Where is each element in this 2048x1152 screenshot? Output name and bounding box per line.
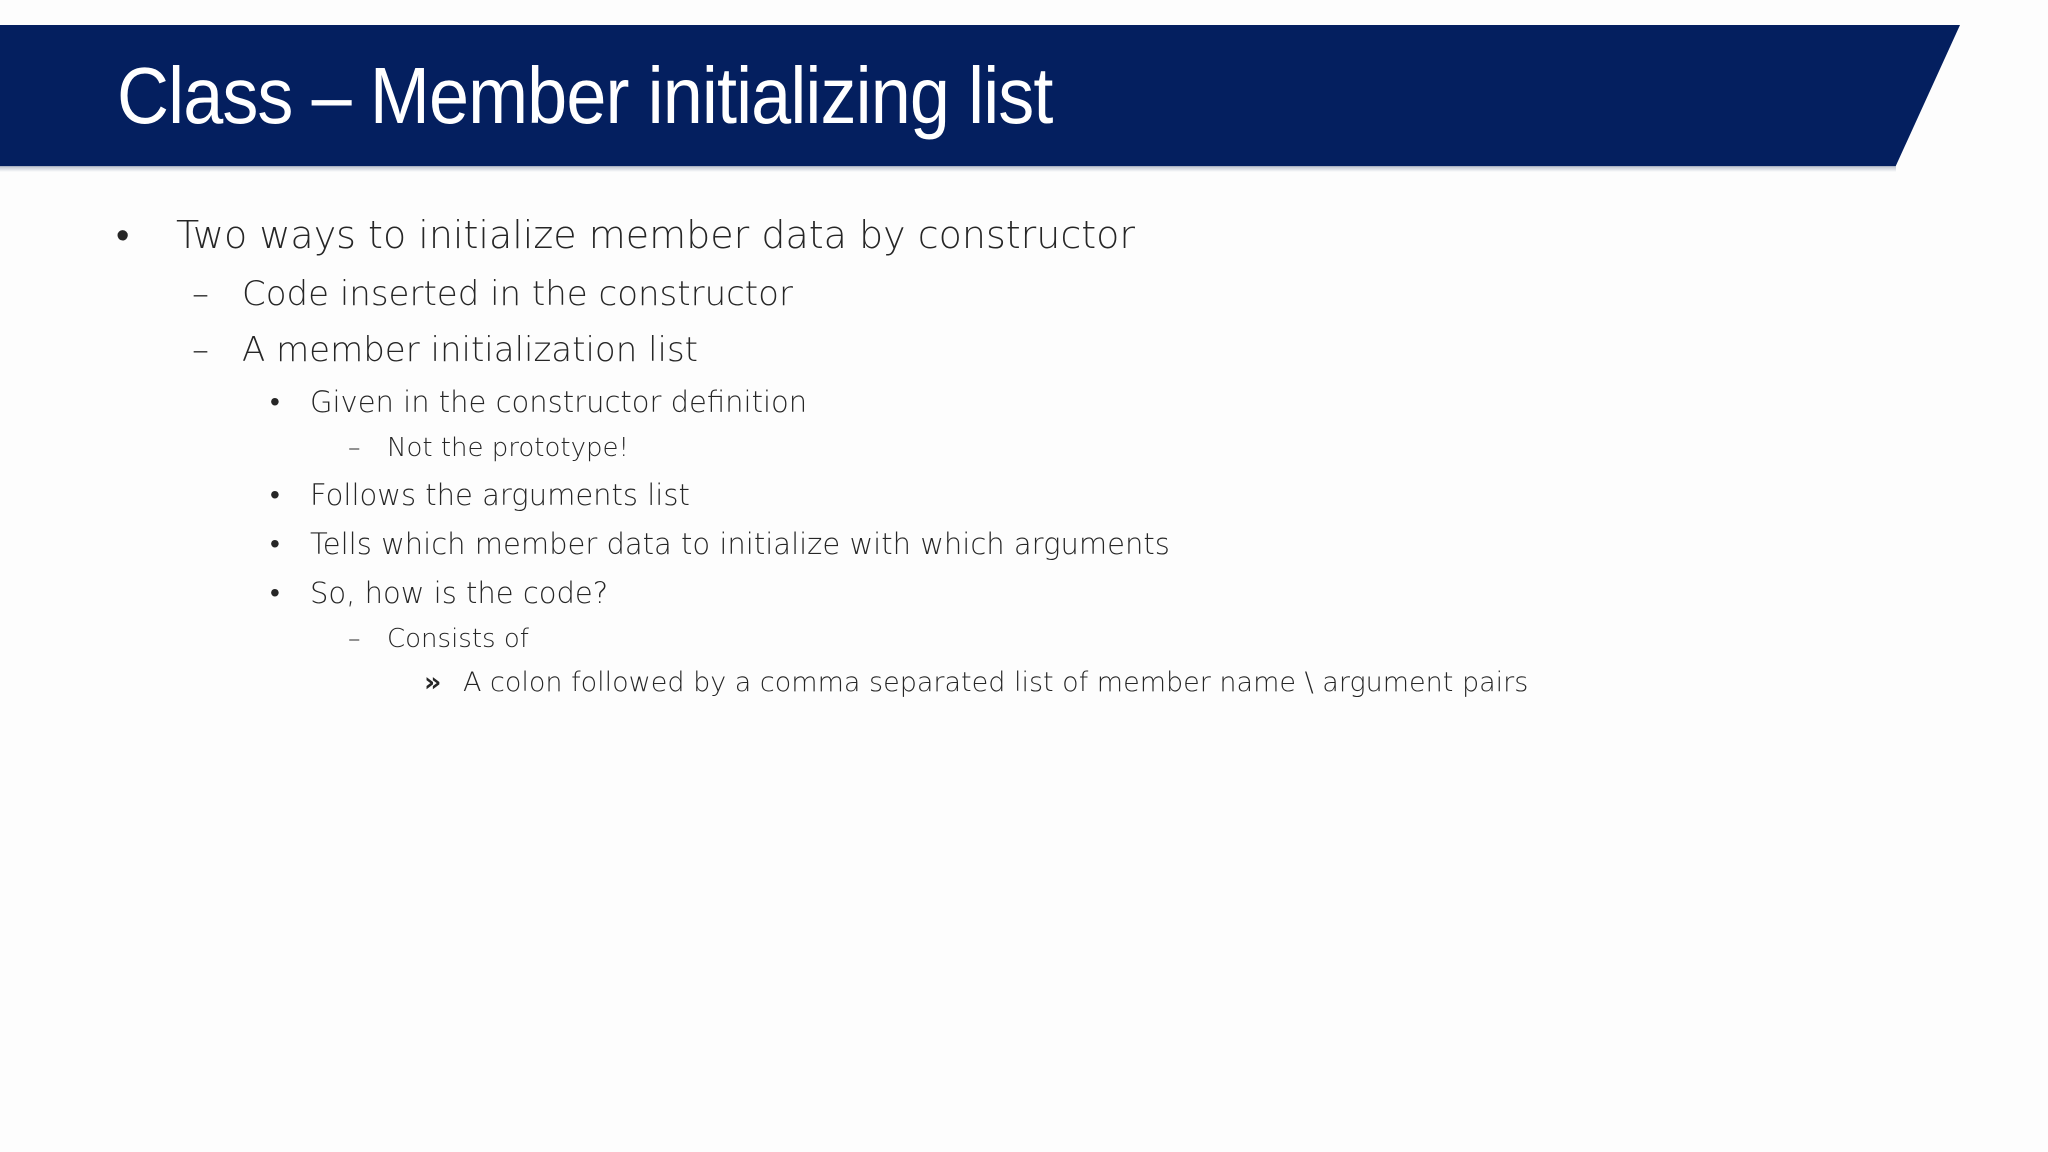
dash-marker: – — [192, 274, 209, 314]
slide-title: Class – Member initializing list — [117, 51, 1053, 140]
title-banner-shadow — [0, 166, 1896, 172]
list-item-text: Consists of — [387, 624, 529, 654]
dash-marker: – — [348, 433, 361, 462]
list-item-text: Two ways to initialize member data by constructor — [176, 213, 1136, 257]
list-item-text: Not the prototype! — [387, 433, 629, 463]
list-item-text: Given in the constructor definition — [310, 385, 808, 419]
dash-marker: – — [348, 624, 361, 653]
list-item-text: So, how is the code? — [310, 576, 609, 610]
list-item-text: A colon followed by a comma separated list of member name \ argument pairs — [463, 667, 1529, 698]
list-item-text: Code inserted in the constructor — [242, 274, 793, 314]
dash-marker: – — [192, 330, 209, 370]
bullet-marker: • — [270, 527, 280, 560]
list-item-text: Tells which member data to initialize with which arguments — [310, 527, 1170, 561]
bullet-marker: • — [270, 478, 280, 511]
bullet-marker: • — [270, 576, 280, 609]
chevron-marker: » — [424, 667, 442, 698]
list-item-text: Follows the arguments list — [310, 478, 690, 512]
bullet-marker: • — [116, 213, 130, 257]
list-item-text: A member initialization list — [242, 330, 699, 370]
bullet-marker: • — [270, 385, 280, 418]
